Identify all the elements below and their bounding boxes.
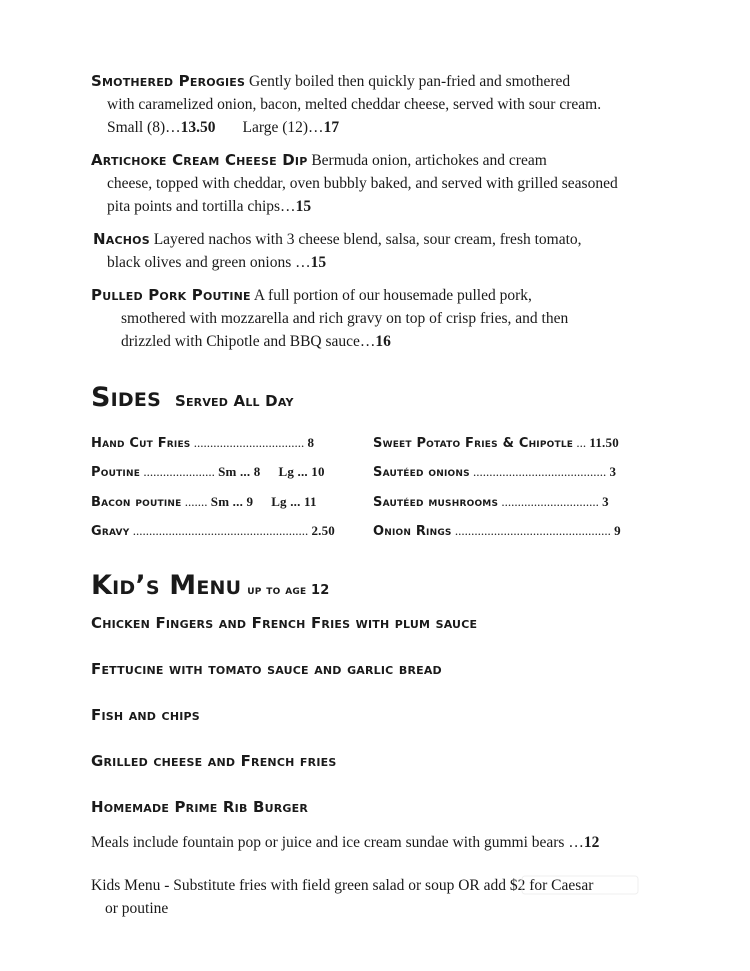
item-description: pita points and tortilla chips… <box>107 198 296 215</box>
side-item <box>373 435 619 451</box>
watermark-logo <box>520 870 660 910</box>
menu-item-artichoke-dip <box>91 149 661 218</box>
price-small: 13.50 <box>180 119 216 136</box>
item-name: Artichoke Cream Cheese Dip <box>91 151 308 169</box>
item-description: A full portion of our housemade pulled pork, <box>253 287 532 304</box>
item-description: Bermuda onion, artichokes and cream <box>311 152 547 169</box>
side-price: 3 <box>602 494 609 509</box>
item-name: Nachos <box>93 230 150 248</box>
leader-dots: ................................................ <box>451 523 615 538</box>
sides-title: Sides <box>91 382 161 413</box>
side-price-large: Lg ... 11 <box>271 494 317 509</box>
side-price: 11.50 <box>589 435 619 450</box>
price: 15 <box>310 254 327 271</box>
substitute-note <box>91 877 593 918</box>
leader-dots: .................................. <box>190 435 308 450</box>
leader-dots: .............................. <box>498 494 603 509</box>
meals-note-text: Meals include fountain pop or juice and ice cream sundae with gummi bears … <box>91 834 584 851</box>
kids-menu-item: Grilled cheese and French fries <box>91 752 337 770</box>
menu-item-pulled-pork-poutine <box>91 284 661 353</box>
sides-subtitle: Served All Day <box>174 392 294 410</box>
sides-heading <box>91 382 294 413</box>
item-description: Gently boiled then quickly pan-fried and smothered <box>249 73 571 90</box>
substitute-note-line: or poutine <box>105 900 169 917</box>
watermark-mark <box>520 870 640 900</box>
kids-menu-title: Kid’s Menu <box>91 570 242 601</box>
substitute-note-line: Kids Menu - Substitute fries with field green salad or soup OR add $2 for Caesar <box>91 877 594 894</box>
leader-dots: ....... <box>181 494 211 509</box>
side-name: Sautéed mushrooms <box>373 495 499 510</box>
item-description: black olives and green onions … <box>107 254 311 271</box>
leader-dots: ...................... <box>140 464 219 479</box>
side-price: 2.50 <box>311 523 335 538</box>
side-price-large: Lg ... 10 <box>278 464 325 479</box>
menu-item-nachos <box>91 228 661 274</box>
item-description: with caramelized onion, bacon, melted cheddar cheese, served with sour cream. <box>107 96 602 113</box>
meals-price: 12 <box>583 834 600 851</box>
side-item <box>91 494 317 510</box>
leader-dots: ......................................... <box>469 464 610 479</box>
side-name: Sautéed onions <box>373 465 470 480</box>
side-name: Poutine <box>91 465 141 480</box>
kids-menu-item: Chicken Fingers and French Fries with plum sauce <box>91 614 478 632</box>
item-name: Smothered Perogies <box>91 72 246 90</box>
meals-note <box>91 834 599 852</box>
side-item <box>373 494 609 510</box>
item-name: Pulled Pork Poutine <box>91 286 251 304</box>
side-item <box>91 435 314 451</box>
item-description: drizzled with Chipotle and BBQ sauce… <box>121 333 376 350</box>
price: 16 <box>375 333 391 350</box>
kids-menu-heading <box>91 570 330 601</box>
side-item <box>91 523 335 539</box>
side-name: Hand Cut Fries <box>91 436 191 451</box>
side-price: 9 <box>614 523 621 538</box>
leader-dots: ...................................................... <box>129 523 312 538</box>
kids-menu-item: Homemade Prime Rib Burger <box>91 798 309 816</box>
side-name: Bacon poutine <box>91 495 182 510</box>
size-large: Large (12)… <box>242 119 324 136</box>
leader-dots: ... <box>573 435 590 450</box>
side-price: 8 <box>307 435 315 450</box>
kids-menu-item: Fettucine with tomato sauce and garlic bread <box>91 660 442 678</box>
item-description: Layered nachos with 3 cheese blend, salsa, sour cream, fresh tomato, <box>153 231 582 248</box>
item-description: cheese, topped with cheddar, oven bubbly baked, and served with grilled seasoned <box>107 175 618 192</box>
side-price-small: Sm ... 9 <box>210 494 254 509</box>
side-item <box>373 464 616 480</box>
side-item <box>91 464 325 480</box>
item-description: smothered with mozzarella and rich gravy on top of crisp fries, and then <box>121 310 569 327</box>
side-name: Onion Rings <box>373 524 452 539</box>
side-item <box>373 523 621 539</box>
price: 15 <box>295 198 312 215</box>
side-name: Sweet Potato Fries & Chipotle <box>373 436 574 451</box>
price-large: 17 <box>323 119 340 136</box>
kids-menu-item: Fish and chips <box>91 706 200 724</box>
side-price: 3 <box>609 464 617 479</box>
size-small: Small (8)… <box>107 119 181 136</box>
side-name: Gravy <box>91 524 130 539</box>
kids-menu-subtitle: up to age 12 <box>247 583 330 598</box>
side-price-small: Sm ... 8 <box>218 464 261 479</box>
menu-item-smothered-perogies <box>91 70 661 139</box>
